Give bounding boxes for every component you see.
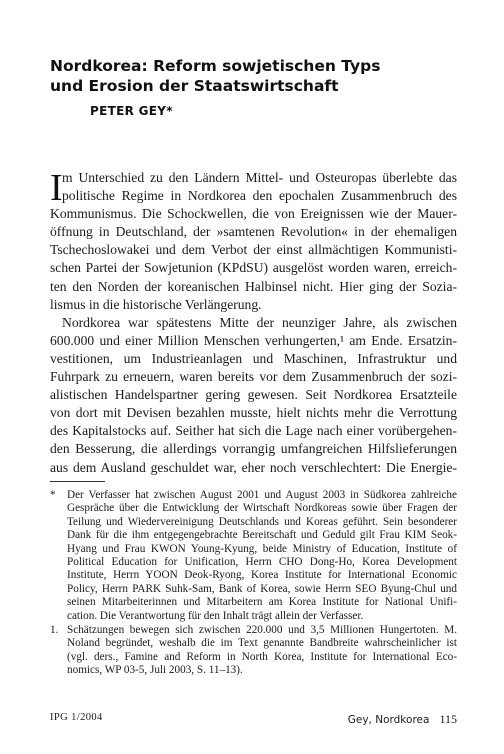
journal-issue: IPG 1/2004 [50,712,103,723]
text-line: politische Regime in Nordkorea den epochalen Zusammenbruch des [62,188,457,204]
paragraph-2 [50,314,457,477]
footnote-author [50,489,457,623]
running-head [348,712,457,727]
footnote-line: cation. Die Verantwortung für den Inhalt trägt allein der Verfasser. [67,609,364,622]
footnotes [50,489,457,678]
text-line: Fuhrpark zu erneuern, waren bereits vor dem Zusammenbruch der sozi- [50,369,457,385]
text-line: lismus in die historische Verlängerung. [50,296,262,312]
footnote-line: seinen Mitarbeiterinnen und Mitarbeitern am Korea Institute for National Unifi- [67,596,457,609]
footnote-line: nomics, WP 03-5, Juli 2003, S. 11–13). [67,664,243,677]
text-line: aus dem Ausland geschuldet war, eher noch verschlechtert: Die Energie- [50,459,457,475]
footnote-mark: 1. [50,623,59,636]
page-number: 115 [439,712,457,726]
text-line: alistischen Handelspartner gering gewesen. Seit Nordkorea Ersatzteile [50,387,457,403]
footnote-line: Teilung und Wiedervereinigung Deutschlands und Koreas geführt. Sein besonderer [67,515,457,528]
footnote-line: Institute, Herrn YOON Deok-Ryong, Korea Institute for International Economic [67,569,457,582]
footnote-line: Political Education for Unification, Herrn CHO Dong-Ho, Korea Development [67,555,457,568]
text-line: öffnung in Deutschland, der »samtenen Revolution« in der ehemaligen [50,224,457,240]
text-line: 600.000 und einer Million Menschen verhungerten,¹ am Ende. Ersatzin- [50,332,457,348]
text-line: Nordkorea war spätestens Mitte der neunziger Jahre, als zwischen [62,314,457,330]
footnote-line: (vgl. ders., Famine and Reform in North Korea, Institute for International Eco- [67,650,457,663]
text-line: den Besserung, die allerdings vorrangig umfangreichen Hilfslieferungen [50,441,457,457]
footnote-line: Der Verfasser hat zwischen August 2001 und August 2003 in Südkorea zahlreiche [67,489,457,501]
text-line: vestitionen, um Industrieanlagen und Maschinen, Infrastruktur und [50,350,457,366]
drop-cap: I [50,167,63,209]
text-line: Kommunismus. Die Schockwellen, die von Ereignissen wie der Mauer- [50,206,457,222]
article-title [50,56,460,96]
title-line: und Erosion der Staatswirtschaft [50,77,339,95]
paragraph-1 [50,169,457,314]
footnote-1 [50,624,457,678]
text-line: ten den Norden der koreanischen Halbinsel nicht. Hier ging der Sozia- [50,278,457,294]
author-name: PETER GEY* [90,104,173,118]
text-line: von dort mit Devisen bezahlen musste, hielt nichts mehr die Verrottung [50,405,457,421]
footnote-line: Schätzungen bewegen sich zwischen 220.000 und 3,5 Millionen Hungertoten. M. [67,623,457,636]
text-line: des Kapitalstocks auf. Seither hat sich die Lage nach einer vorübergehen- [50,423,457,439]
footnote-separator [50,481,105,482]
footnote-line: Gespräche über die Entwicklung der Wirtschaft Nordkoreas sowie über Fragen der [67,502,457,515]
footnote-mark: * [50,489,56,501]
footnote-line: Hyang und Frau KWON Young-Kyung, beide Ministry of Education, Institute of [67,542,457,555]
article-body [50,169,457,477]
footnote-line: Noland begründet, weshalb die im Text genannte Bandbreite wahrscheinlicher ist [67,637,457,650]
page-footer [50,712,457,728]
text-line: Tschechoslowakei und dem Verbot der einst allmächtigen Kommunisti- [50,242,457,258]
text-line: schen Partei der Sowjetunion (KPdSU) ausgelöst worden waren, erreich- [50,260,457,276]
text-line: m Unterschied zu den Ländern Mittel- und Osteuropas überlebte das [62,170,457,185]
running-head-text: Gey, Nordkorea [347,714,430,726]
title-line: Nordkorea: Reform sowjetischen Typs [50,57,381,75]
footnote-line: Dank für die ihm entgegengebrachte Bereitschaft und Geduld gilt Frau KIM Seok- [67,529,457,542]
footnote-line: Policy, Herrn PARK Suhk-Sam, Bank of Korea, sowie Herrn SEO Byung-Chul und [67,582,457,595]
